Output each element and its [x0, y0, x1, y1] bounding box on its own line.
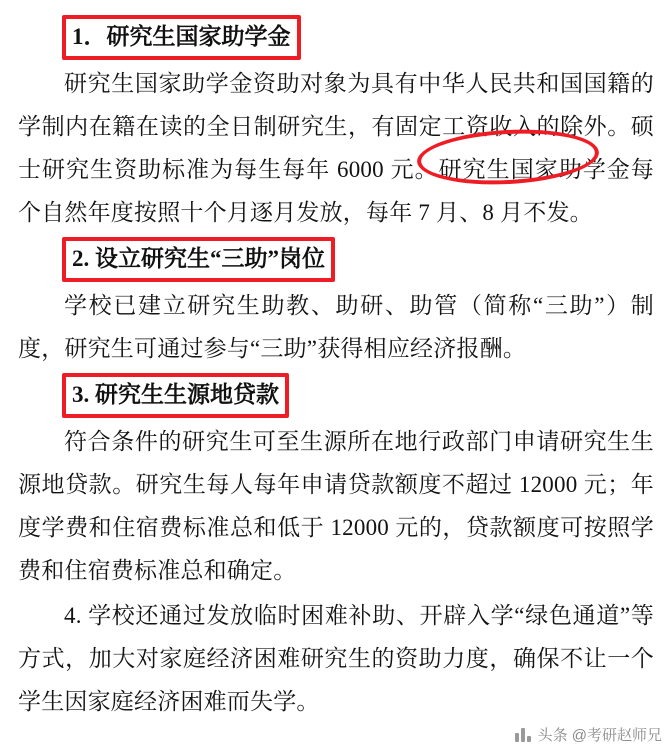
section-1-body: 研究生国家助学金资助对象为具有中华人民共和国国籍的学制内在籍在读的全日制研究生，有固定工资收入的除外。硕士研究生资助标准为每生每年 6000 元。研究生国家助学金每个自然年度按照十个月逐月发放，每年 7 月、8 月不发。 — [18, 71, 654, 225]
section-2-heading-row — [62, 236, 654, 282]
highlighted-heading-3 — [62, 373, 289, 418]
section-2-body: 学校已建立研究生助教、助研、助管（简称“三助”）制度，研究生可通过参与“三助”获得相应经济报酬。 — [18, 293, 654, 361]
section-1 — [18, 14, 654, 234]
section-1-heading: 1．研究生国家助学金 — [72, 23, 291, 49]
watermark-text: 头条 @考研赵师兄 — [537, 727, 662, 744]
closing-paragraph: 4. 学校还通过发放临时困难补助、开辟入学“绿色通道”等方式，加大对家庭经济困难研究生的资助力度，确保不让一个学生因家庭经济困难而失学。 — [18, 603, 654, 714]
section-3-heading-row — [62, 372, 654, 418]
section-3-heading: 3. 研究生生源地贷款 — [72, 381, 279, 407]
toutiao-logo-icon — [515, 726, 532, 743]
section-3-body: 符合条件的研究生可至生源所在地行政部门申请研究生生源地贷款。研究生每人每年申请贷款额度不超过 12000 元；年度学费和住宿费标准总和低于 12000 元的，贷款额度可按照学费和住宿费标准总和确定。 — [18, 429, 654, 583]
section-2-heading: 2. 设立研究生“三助”岗位 — [72, 245, 325, 271]
section-2 — [18, 236, 654, 370]
section-1-heading-row — [62, 14, 654, 60]
highlighted-heading-1 — [62, 15, 301, 60]
highlighted-heading-2 — [62, 237, 335, 282]
watermark — [515, 724, 662, 745]
section-3 — [18, 372, 654, 592]
